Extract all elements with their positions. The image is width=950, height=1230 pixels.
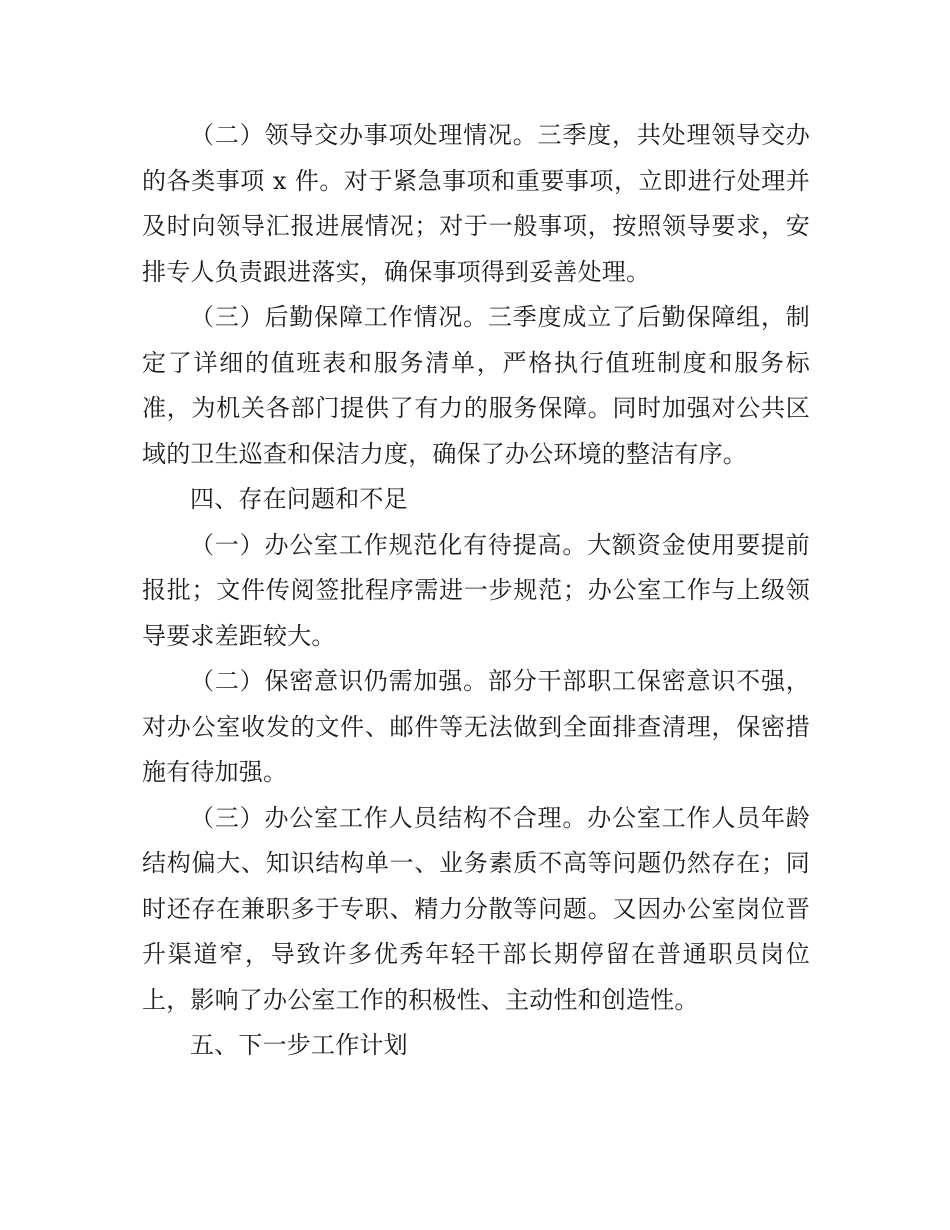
document-body (142, 113, 810, 1069)
paragraph-leader-assigned-matters: （二）领导交办事项处理情况。三季度，共处理领导交办的各类事项 x 件。对于紧急事项和重要事项，立即进行处理并及时向领导汇报进展情况；对于一般事项，按照领导要求，安排专人负责跟进落实，确保事项得到妥善处理。 (142, 121, 810, 286)
section-heading-next-plan: 五、下一步工作计划 (190, 1031, 408, 1059)
section-heading-problems: 四、存在问题和不足 (190, 485, 408, 513)
paragraph-staff-structure: （三）办公室工作人员结构不合理。办公室工作人员年龄结构偏大、知识结构单一、业务素质不高等问题仍然存在；同时还存在兼职多于专职、精力分散等问题。又因办公室岗位晋升渠道窄，导致许多优秀年轻干部长期停留在普通职员岗位上，影响了办公室工作的积极性、主动性和创造性。 (142, 803, 810, 1014)
paragraph-logistics-support: （三）后勤保障工作情况。三季度成立了后勤保障组，制定了详细的值班表和服务清单，严格执行值班制度和服务标准，为机关各部门提供了有力的服务保障。同时加强对公共区域的卫生巡查和保洁力度，确保了办公环境的整洁有序。 (142, 303, 810, 468)
paragraph-standardization: （一）办公室工作规范化有待提高。大额资金使用要提前报批；文件传阅签批程序需进一步规范；办公室工作与上级领导要求差距较大。 (142, 530, 810, 650)
paragraph-confidentiality: （二）保密意识仍需加强。部分干部职工保密意识不强，对办公室收发的文件、邮件等无法做到全面排查清理，保密措施有待加强。 (142, 667, 810, 786)
